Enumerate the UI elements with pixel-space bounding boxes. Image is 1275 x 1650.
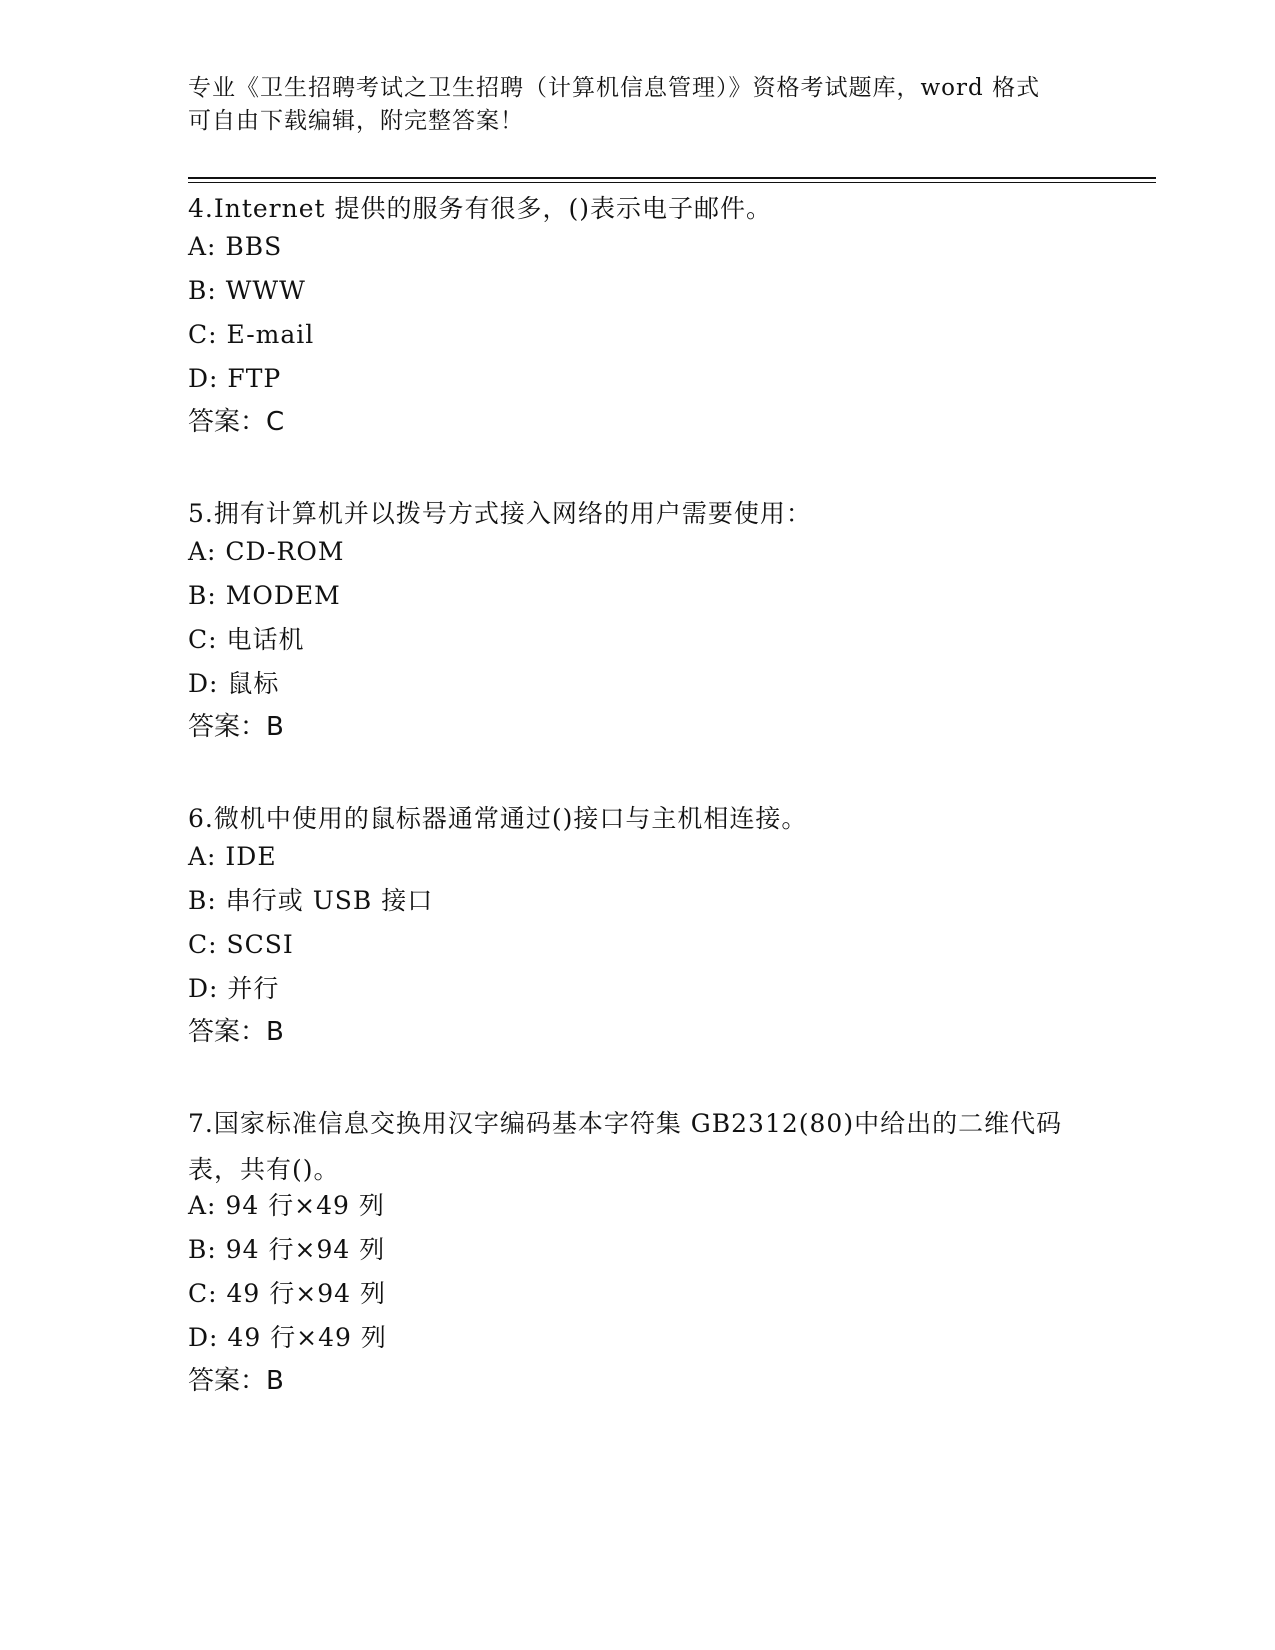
question-4-stem: 4.Internet 提供的服务有很多，()表示电子邮件。 — [188, 194, 773, 223]
question-7-option-d: D: 49 行×49 列 — [188, 1323, 387, 1352]
question-7-option-c: C: 49 行×94 列 — [188, 1279, 386, 1308]
question-4-option-a: A: BBS — [188, 232, 283, 261]
question-6-option-b: B: 串行或 USB 接口 — [188, 886, 434, 915]
header-divider-thin — [188, 182, 1156, 183]
question-6-option-d: D: 并行 — [188, 974, 280, 1003]
question-5-option-a: A: CD-ROM — [188, 537, 345, 566]
question-6-answer: 答案：B — [188, 1017, 284, 1047]
question-5-answer: 答案：B — [188, 712, 284, 742]
question-7-answer: 答案：B — [188, 1366, 284, 1396]
question-7-stem: 7.国家标准信息交换用汉字编码基本字符集 GB2312(80)中给出的二维代码表，共有()。 — [188, 1109, 1063, 1184]
question-5-stem: 5.拥有计算机并以拨号方式接入网络的用户需要使用： — [188, 499, 812, 528]
header-line-1: 专业《卫生招聘考试之卫生招聘（计算机信息管理）》资格考试题库，word 格式 — [188, 75, 1041, 101]
question-7-option-b: B: 94 行×94 列 — [188, 1235, 386, 1264]
question-5-option-b: B: MODEM — [188, 581, 341, 610]
header-divider-thick — [188, 177, 1156, 179]
question-5-option-c: C: 电话机 — [188, 625, 305, 654]
question-5-option-d: D: 鼠标 — [188, 669, 280, 698]
question-4-option-b: B: WWW — [188, 276, 306, 305]
question-6-option-c: C: SCSI — [188, 930, 294, 959]
question-4-answer: 答案：C — [188, 407, 285, 437]
question-6-option-a: A: IDE — [188, 842, 277, 871]
document-header — [188, 72, 1088, 138]
question-6-stem: 6.微机中使用的鼠标器通常通过()接口与主机相连接。 — [188, 804, 808, 833]
question-4-option-d: D: FTP — [188, 364, 282, 393]
header-line-2: 可自由下载编辑，附完整答案！ — [188, 108, 524, 134]
question-4-option-c: C: E-mail — [188, 320, 315, 349]
question-7-option-a: A: 94 行×49 列 — [188, 1191, 385, 1220]
